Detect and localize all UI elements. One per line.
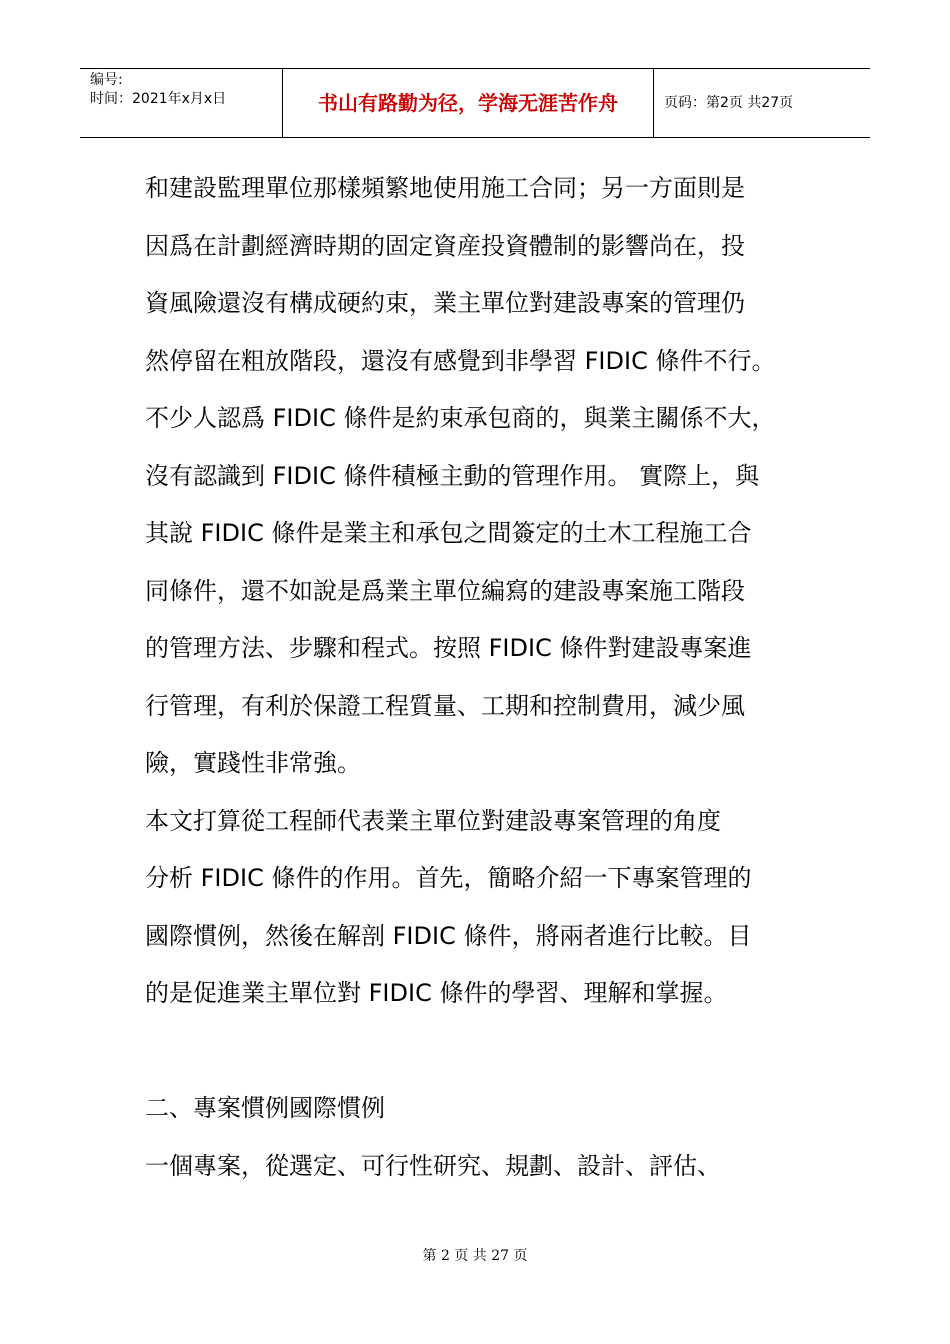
document-date: 时间：2021年x月x日 bbox=[90, 91, 227, 107]
text-line: 的是促進業主單位對 FIDIC 條件的學習、理解和掌握。 bbox=[145, 979, 728, 1007]
text-line: 然停留在粗放階段，還沒有感覺到非學習 FIDIC 條件不行。 bbox=[145, 346, 776, 375]
text-line: 一個專案，從選定、可行性研究、規劃、設計、評估、 bbox=[145, 1151, 721, 1180]
paragraph-1 bbox=[145, 160, 825, 793]
text-line: 不少人認爲 FIDIC 條件是約束承包商的，與業主關係不大， bbox=[145, 404, 776, 432]
text-line: 行管理，有利於保證工程質量、工期和控制費用，減少風 bbox=[145, 691, 745, 720]
text-line: 分析 FIDIC 條件的作用。首先，簡略介紹一下專案管理的 bbox=[145, 864, 752, 892]
header-motto: 书山有路勤为径，学海无涯苦作舟 bbox=[318, 91, 618, 115]
paragraph-spacer bbox=[145, 1023, 825, 1081]
text-line: 沒有認識到 FIDIC 條件積極主動的管理作用。 實際上，與 bbox=[145, 461, 760, 490]
text-line: 資風險還沒有構成硬約束，業主單位對建設專案的管理仍 bbox=[145, 289, 745, 317]
paragraph-2 bbox=[145, 793, 825, 1023]
text-line: 其說 FIDIC 條件是業主和承包之間簽定的土木工程施工合 bbox=[145, 519, 752, 547]
section-heading: 二、專案慣例國際慣例 bbox=[145, 1094, 385, 1122]
document-number-label: 编号: bbox=[90, 72, 123, 88]
header-meta-cell bbox=[80, 69, 282, 137]
paragraph-3 bbox=[145, 1138, 825, 1196]
text-line: 和建設監理單位那樣頻繁地使用施工合同；另一方面則是 bbox=[145, 174, 745, 202]
page-footer-number: 第 2 页 共 27 页 bbox=[422, 1248, 528, 1264]
text-line: 險，實踐性非常強。 bbox=[145, 749, 361, 777]
text-line: 同條件，還不如說是爲業主單位編寫的建設專案施工階段 bbox=[145, 576, 745, 605]
text-line: 國際慣例，然後在解剖 FIDIC 條件，將兩者進行比較。目 bbox=[145, 921, 752, 950]
document-body bbox=[145, 160, 825, 1195]
header-page-info: 页码：第2页 共27页 bbox=[664, 95, 794, 111]
page-header bbox=[80, 68, 870, 138]
header-motto-cell bbox=[282, 69, 654, 137]
text-line: 的管理方法、步驟和程式。按照 FIDIC 條件對建設專案進 bbox=[145, 634, 752, 662]
header-page-cell bbox=[654, 69, 870, 137]
text-line: 因爲在計劃經濟時期的固定資産投資體制的影響尚在，投 bbox=[145, 231, 745, 260]
text-line: 本文打算從工程師代表業主單位對建設專案管理的角度 bbox=[145, 806, 721, 835]
